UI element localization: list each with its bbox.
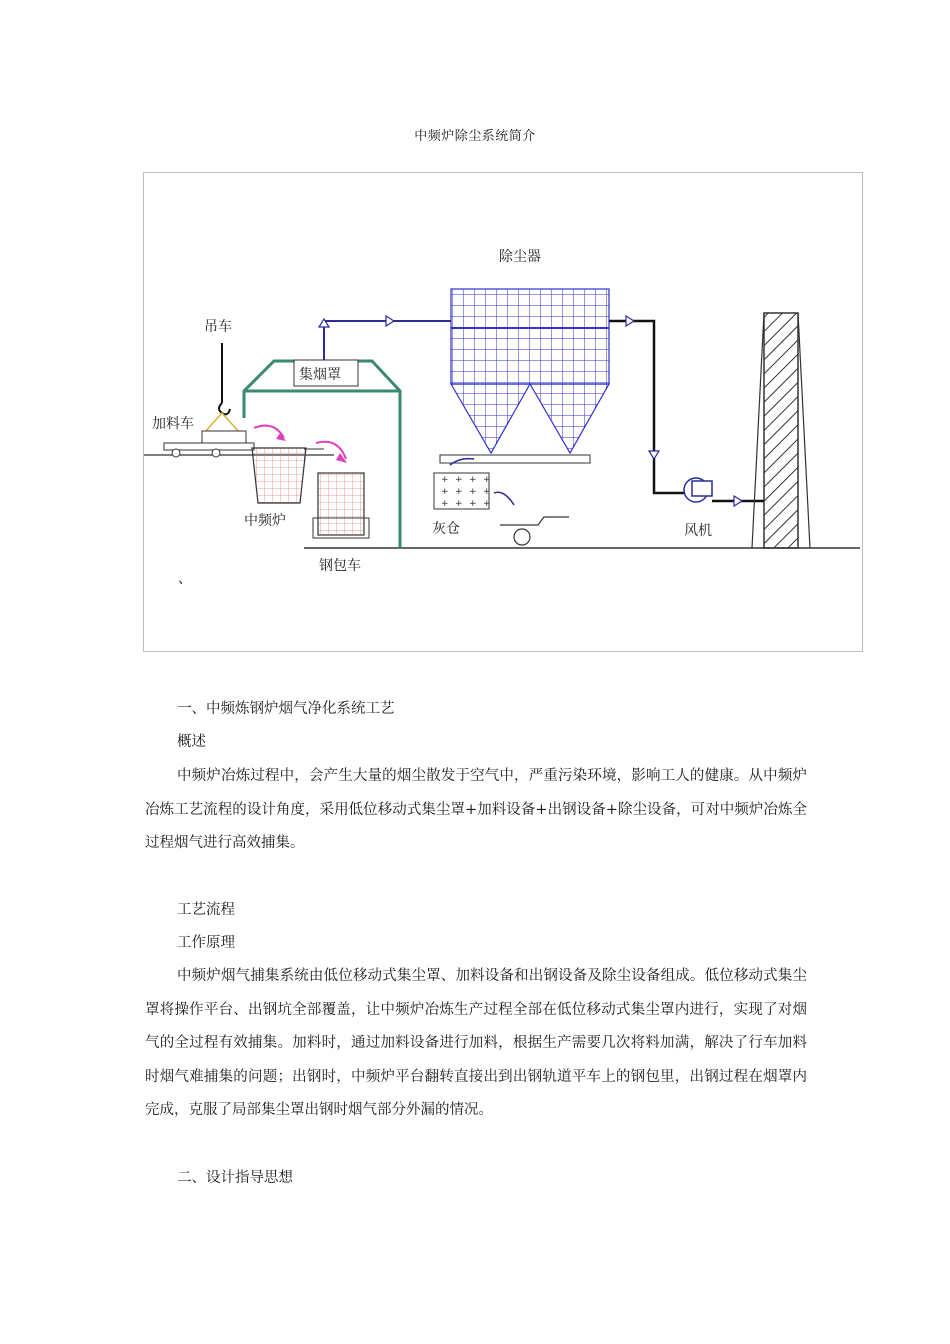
smoke-hood-label: 集烟罩 <box>299 367 341 383</box>
feeding-car-label: 加料车 <box>152 416 194 432</box>
fan <box>684 478 764 506</box>
diagram-mark: 、 <box>178 571 192 587</box>
duct-to-fan <box>609 321 684 493</box>
principle-subheading: 工作原理 <box>177 935 235 951</box>
principle-paragraph: 中频炉烟气捕集系统由低位移动式集尘罩、加料设备和出钢设备及除尘设备组成。低位移动式集尘罩将操作平台、出钢坑全部覆盖，让中频炉冶炼生产过程全部在低位移动式集尘罩内进行，实现了对烟气的全过程有效捕集。加料时，通过加料设备进行加料，根据生产需要几次将料加满，解决了行车加料时烟气难捕集的问题；出钢时，中频炉平台翻转直接出到出钢轨道平车上的钢包里，出钢过程在烟罩内完成，克服了局部集尘罩出钢时烟气部分外漏的情况。 <box>145 968 807 1118</box>
ladle-car-label: 钢包车 <box>319 558 361 574</box>
overview-subheading: 概述 <box>177 734 206 750</box>
page-title: 中频炉除尘系统简介 <box>414 129 536 144</box>
overview-paragraph: 中频炉冶炼过程中，会产生大量的烟尘散发于空气中，严重污染环境，影响工人的健康。从中频炉冶炼工艺流程的设计角度，采用低位移动式集尘罩+加料设备+出钢设备+除尘设备，可对中频炉冶炼全过程烟气进行高效捕集。 <box>145 768 807 851</box>
ash-bin-label: 灰仓 <box>432 521 460 537</box>
process-subheading: 工艺流程 <box>177 902 235 918</box>
furnace-right <box>313 473 369 538</box>
section2-heading: 二、设计指导思想 <box>177 1170 293 1186</box>
duct-to-collector <box>324 321 451 361</box>
process-diagram <box>143 172 863 652</box>
ash-bin <box>434 459 489 509</box>
furnace-left <box>252 448 324 503</box>
fan-label: 风机 <box>684 523 712 539</box>
feeding-car <box>164 431 254 457</box>
crane-label: 吊车 <box>204 319 232 335</box>
ash-cart <box>494 492 569 545</box>
furnace-label: 中频炉 <box>244 513 286 529</box>
dust-collector-label: 除尘器 <box>499 249 541 265</box>
dust-collector <box>440 289 609 463</box>
section1-heading: 一、中频炼钢炉烟气净化系统工艺 <box>177 701 395 717</box>
crane <box>204 343 240 433</box>
chimney <box>752 313 810 548</box>
